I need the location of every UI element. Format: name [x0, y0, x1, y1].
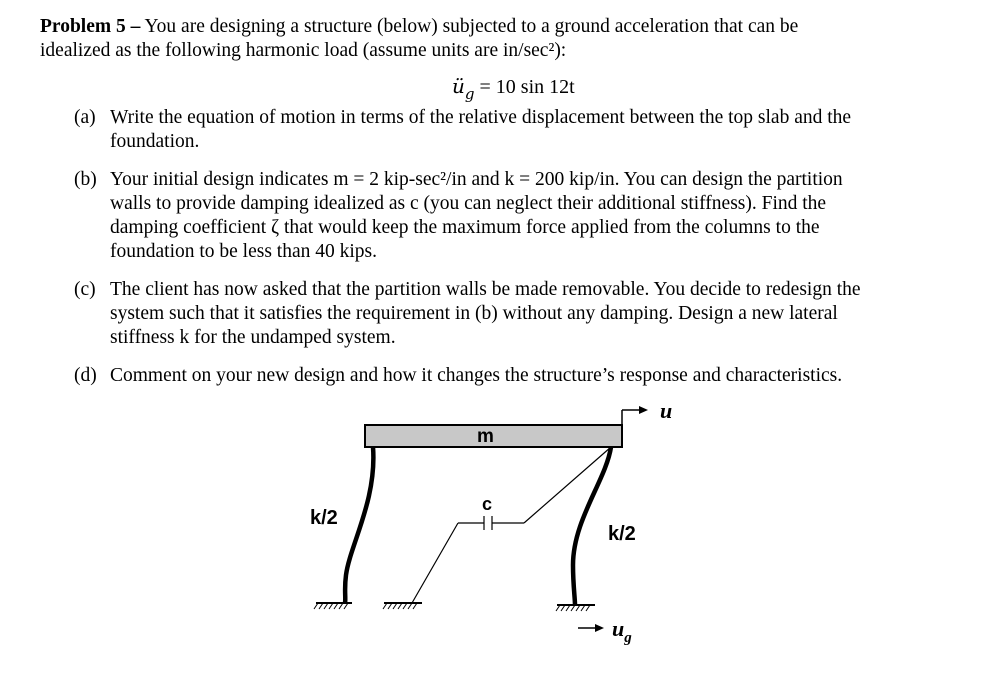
part-b-line-4: foundation to be less than 40 kips. — [110, 241, 378, 262]
damper-label: c — [482, 494, 493, 514]
middle-ground-support — [383, 603, 422, 609]
displacement-arrow-head — [639, 406, 648, 414]
part-b-label: (b) — [74, 169, 97, 190]
right-column — [573, 447, 611, 605]
part-c-line-3: stiffness k for the undamped system. — [110, 327, 396, 348]
equation-lhs: ü — [452, 74, 465, 98]
ground-displacement-label — [612, 616, 632, 647]
part-c-line-1: The client has now asked that the partition walls be made removable. You decide to redesign the — [110, 279, 861, 300]
problem-intro-line-2: idealized as the following harmonic load (assume units are in/sec²): — [40, 40, 567, 61]
mass-label: m — [477, 426, 494, 447]
left-column — [345, 447, 373, 603]
part-d-label: (d) — [74, 365, 97, 386]
ground-label-main: u — [612, 616, 625, 641]
part-b-line-1: Your initial design indicates m = 2 kip-sec²/in and k = 200 kip/in. You can design the partition — [110, 169, 843, 190]
part-a-line-1: Write the equation of motion in terms of the relative displacement between the top slab and the — [110, 107, 852, 128]
part-b-line-2: walls to provide damping idealized as c (you can neglect their additional stiffness). Find the — [110, 193, 827, 214]
part-a-line-2: foundation. — [110, 131, 200, 152]
part-a-label: (a) — [74, 107, 96, 128]
problem-heading: Problem 5 – — [40, 16, 141, 37]
displacement-label: u — [660, 398, 673, 423]
left-spring-label: k/2 — [310, 507, 338, 529]
left-ground-support — [314, 603, 352, 609]
equation-subscript: g — [464, 85, 475, 103]
intro-text-1: You are designing a structure (below) subjected to a ground acceleration that can be — [140, 16, 799, 37]
part-c-line-2: system such that it satisfies the requirement in (b) without any damping. Design a new lateral — [110, 303, 838, 324]
part-b-line-3: damping coefficient ζ that would keep the maximum force applied from the columns to the — [110, 217, 820, 238]
equation-rhs: = 10 sin 12t — [474, 76, 575, 98]
partition-wall-lower — [412, 523, 458, 603]
right-ground-support — [556, 605, 595, 611]
part-d-line-1: Comment on your new design and how it changes the structure’s response and characteristics. — [110, 365, 843, 386]
ground-label-sub: g — [624, 630, 632, 646]
ground-motion-arrow-head — [595, 624, 604, 632]
part-c-label: (c) — [74, 279, 96, 300]
right-spring-label: k/2 — [608, 523, 636, 545]
